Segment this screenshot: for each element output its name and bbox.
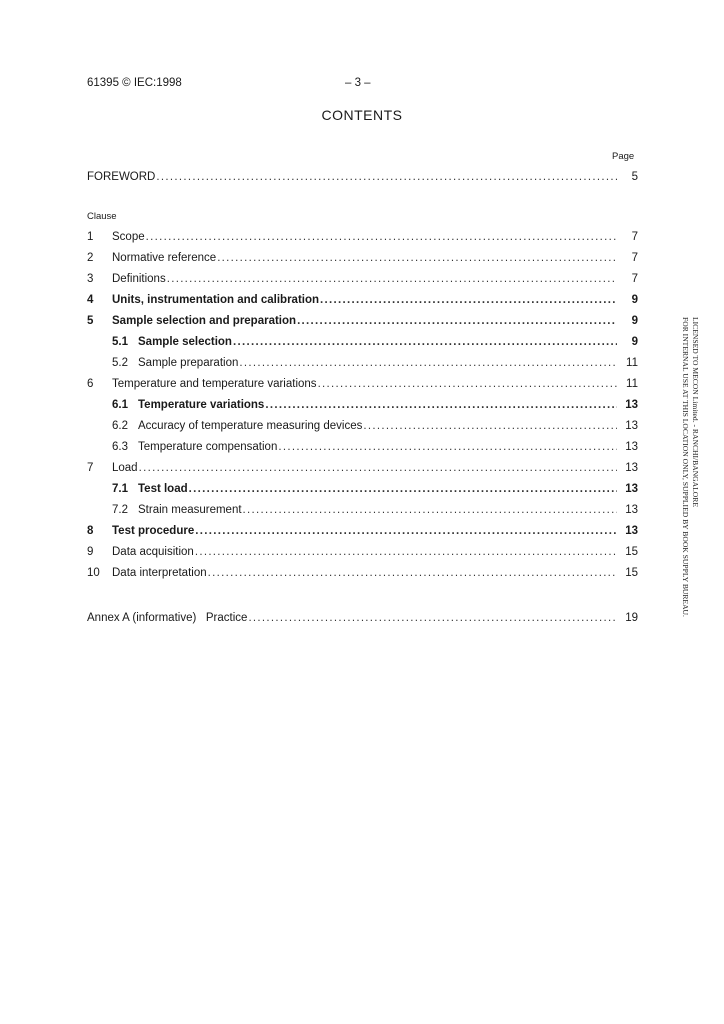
page-title: CONTENTS [321,107,403,123]
toc-title: Sample selection and preparation [112,315,297,327]
clause-label: Clause [87,211,117,222]
toc-title: Normative reference [112,252,217,264]
leader-dots [195,544,617,560]
toc-page: 11 [626,378,638,390]
toc-number: 7.1 [112,483,128,495]
leader-dots [278,439,617,455]
toc-subentry[interactable] [87,418,638,434]
toc-title: Units, instrumentation and calibration [112,294,320,306]
toc-number: 2 [87,252,94,264]
leader-dots [363,418,617,434]
toc-entry[interactable] [87,250,638,266]
toc-entry[interactable] [87,565,638,581]
toc-page: 9 [631,336,638,348]
toc-entry[interactable] [87,376,638,392]
license-watermark [680,317,700,617]
leader-dots [189,481,617,497]
toc-title: Strain measurement [138,504,242,516]
toc-title: Accuracy of temperature measuring devices [138,420,363,432]
toc-number: 6.2 [112,420,128,432]
toc-page: 13 [625,462,638,474]
page-number: – 3 – [345,77,371,89]
toc-page: 13 [625,525,638,537]
toc-subentry[interactable] [87,502,638,518]
toc-entry-annex[interactable] [87,610,638,626]
toc-subentry[interactable] [87,397,638,413]
toc-number: 7 [87,462,94,474]
toc-number: 5.2 [112,357,128,369]
leader-dots [139,460,617,476]
leader-dots [233,334,617,350]
toc-number: 6 [87,378,94,390]
toc-number: 9 [87,546,94,558]
toc-entry[interactable] [87,544,638,560]
toc-number: 8 [87,525,94,537]
leader-dots [156,169,617,185]
toc-number: 1 [87,231,94,243]
toc-subentry[interactable] [87,439,638,455]
toc-title: Test load [138,483,188,495]
toc-number: 3 [87,273,94,285]
toc-page: 7 [631,273,638,285]
leader-dots [208,565,617,581]
toc-page: 9 [631,294,638,306]
toc-page: 13 [625,483,638,495]
toc-number: 6.3 [112,441,128,453]
toc-title: Data interpretation [112,567,207,579]
toc-entry[interactable] [87,460,638,476]
toc-page: 5 [631,171,638,183]
toc-number: 4 [87,294,94,306]
toc-number: 6.1 [112,399,128,411]
toc-entry[interactable] [87,229,638,245]
toc-page: 13 [625,504,638,516]
toc-page: 15 [625,567,638,579]
leader-dots [195,523,617,539]
toc-number: 10 [87,567,100,579]
leader-dots [167,271,617,287]
toc-entry[interactable] [87,271,638,287]
leader-dots [320,292,617,308]
toc-page: 13 [625,441,638,453]
toc-title: Definitions [112,273,166,285]
toc-title: Scope [112,231,145,243]
toc-title: Annex A (informative) Practice [87,612,248,624]
leader-dots [297,313,617,329]
toc-title: Temperature and temperature variations [112,378,317,390]
license-line-1: LICENSED TO MECON Limited. - RANCHI/BANGALORE [691,317,700,507]
toc-entry[interactable] [87,523,638,539]
toc-title: Temperature variations [138,399,265,411]
toc-title: Sample selection [138,336,232,348]
toc-page: 11 [626,357,638,369]
toc-number: 7.2 [112,504,128,516]
toc-number: 5 [87,315,94,327]
toc-number: 5.1 [112,336,128,348]
toc-subentry[interactable] [87,481,638,497]
leader-dots [217,250,617,266]
toc-subentry[interactable] [87,355,638,371]
toc-title: Load [112,462,138,474]
toc-title: Sample preparation [138,357,239,369]
toc-entry[interactable] [87,313,638,329]
leader-dots [318,376,617,392]
page-column-label: Page [612,151,635,162]
toc-page: 15 [625,546,638,558]
toc-title: Test procedure [112,525,195,537]
leader-dots [146,229,617,245]
toc-entry-foreword[interactable] [87,169,638,185]
toc-page: 9 [631,315,638,327]
leader-dots [248,610,617,626]
toc-subentry[interactable] [87,334,638,350]
toc-page: 7 [631,252,638,264]
license-line-2: FOR INTERNAL USE AT THIS LOCATION ONLY, SUPPLIED BY BOOK SUPPLY BUREAU. [681,317,690,617]
toc-page: 13 [625,420,638,432]
document-reference: 61395 © IEC:1998 [87,77,182,89]
toc-title: Temperature compensation [138,441,278,453]
toc-title: Data acquisition [112,546,194,558]
toc-page: 19 [625,612,638,624]
toc-page: 13 [625,399,638,411]
leader-dots [243,502,617,518]
toc-page: 7 [631,231,638,243]
toc-entry[interactable] [87,292,638,308]
leader-dots [239,355,617,371]
leader-dots [265,397,617,413]
toc-title: FOREWORD [87,171,156,183]
